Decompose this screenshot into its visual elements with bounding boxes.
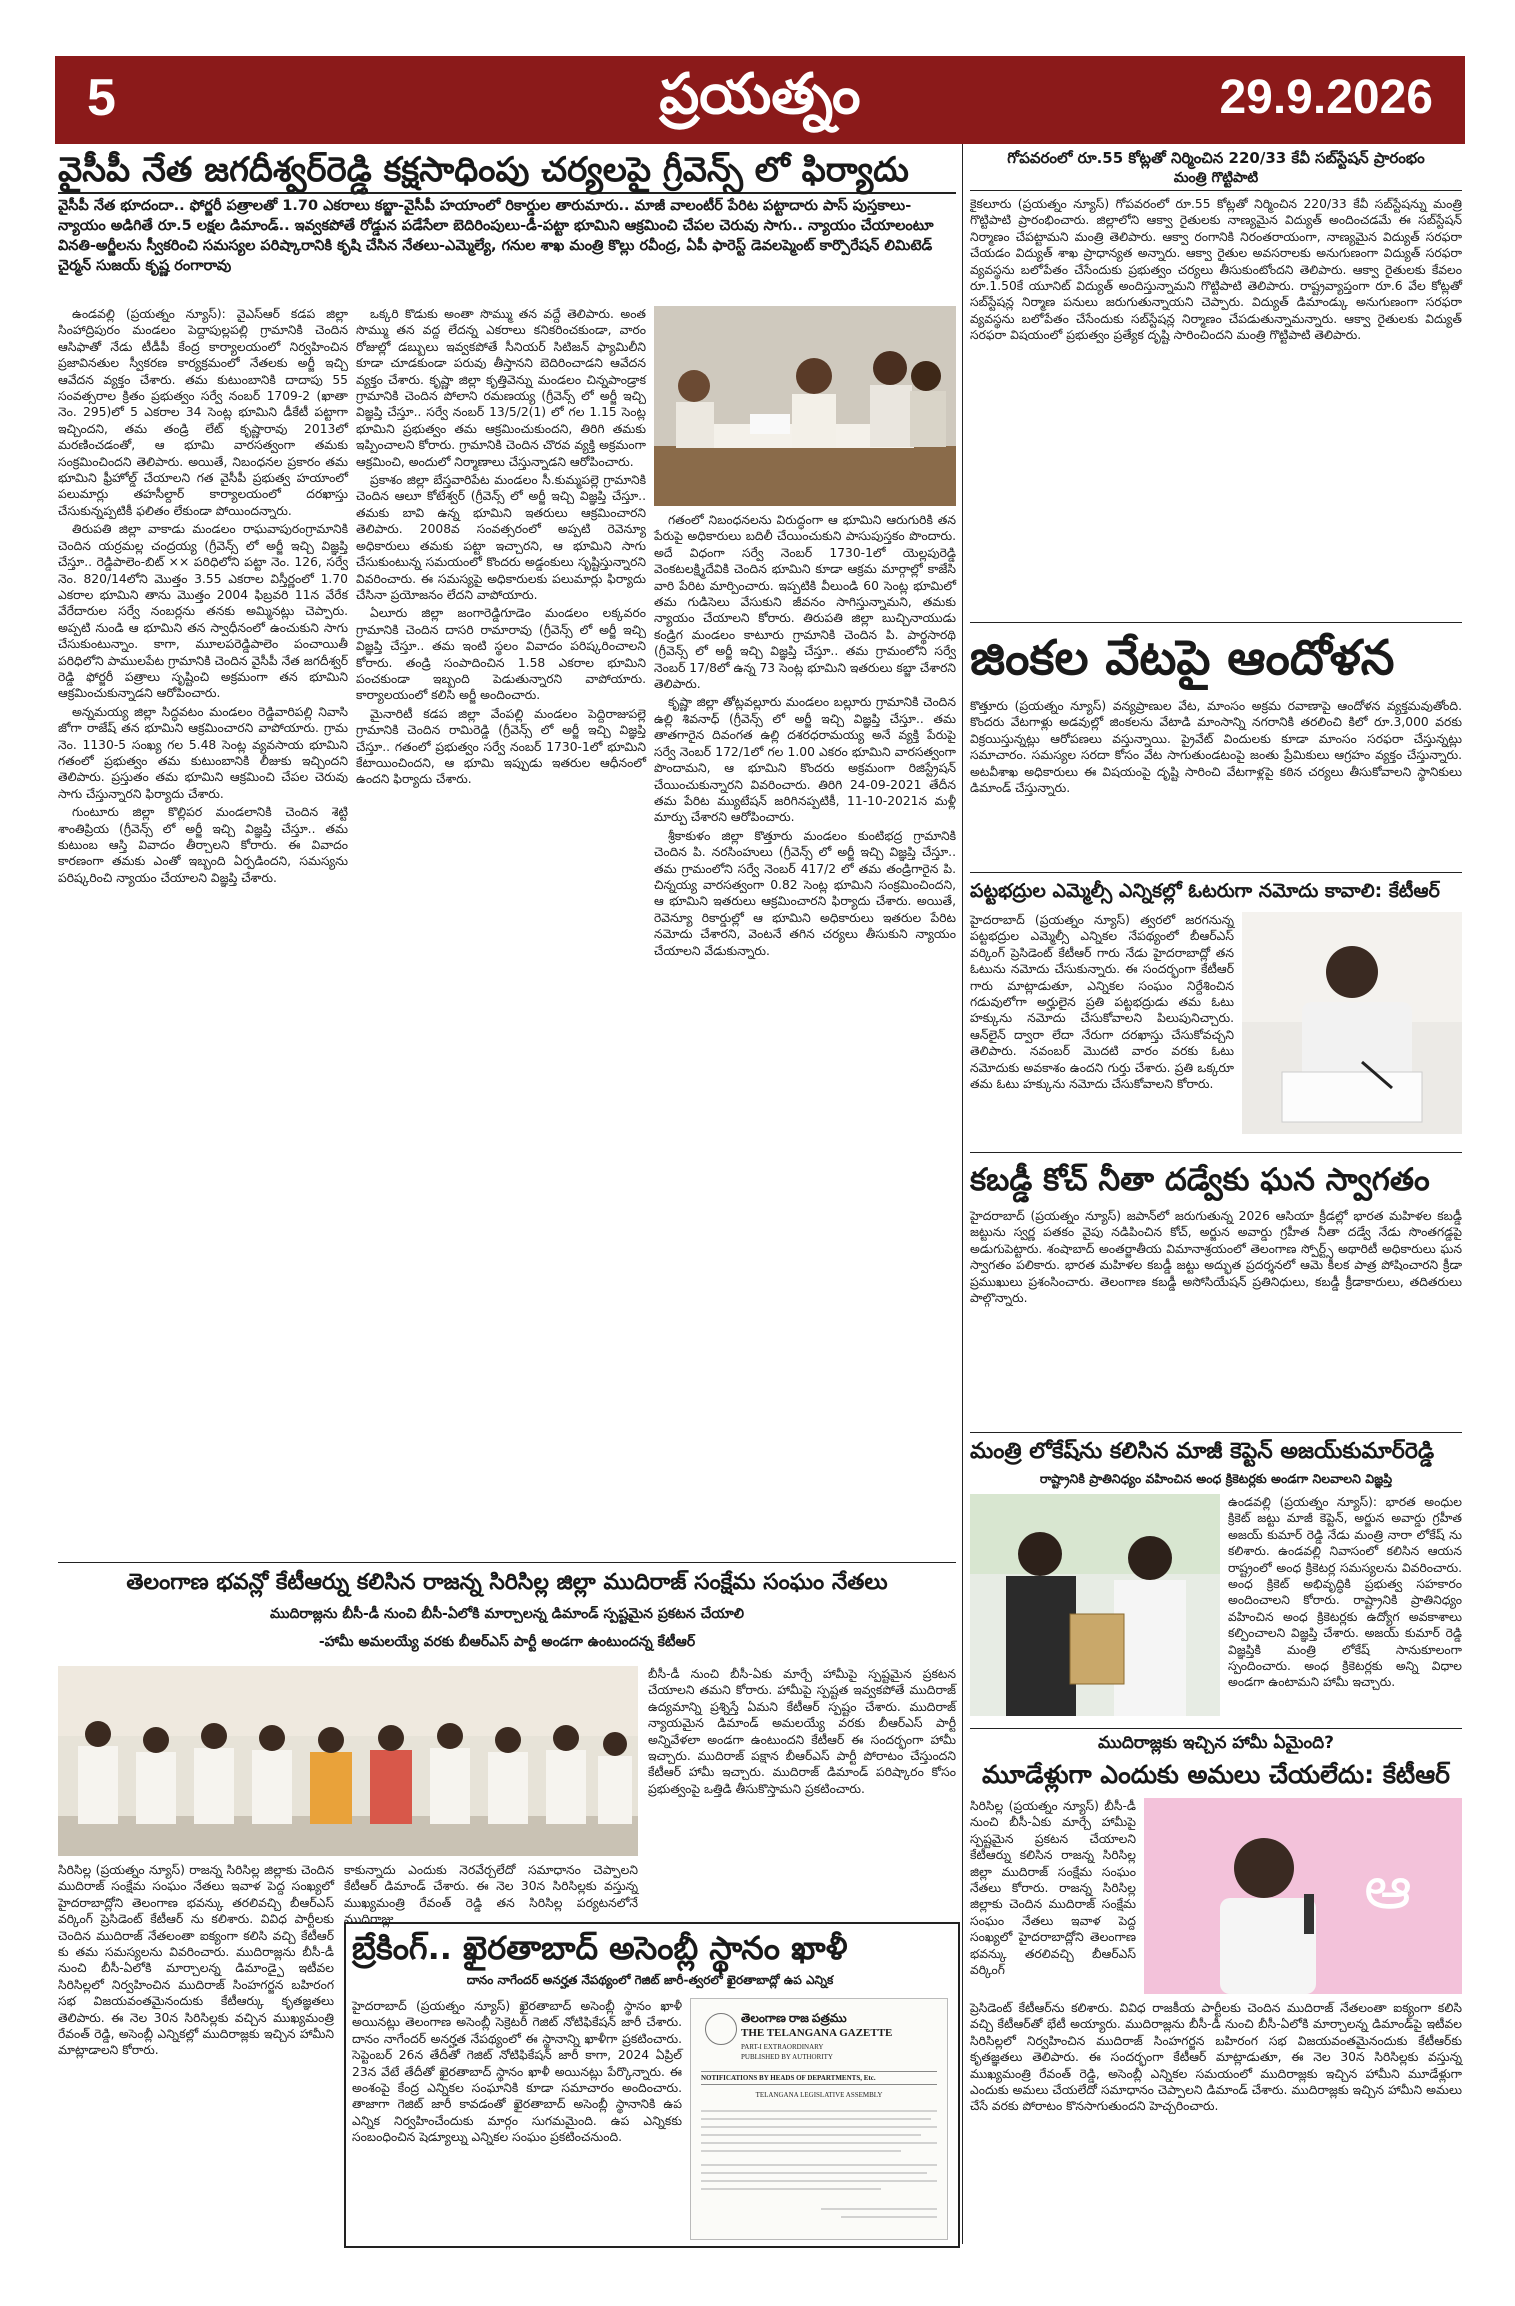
ktr-speaking-photo-icon <box>1144 1798 1462 1994</box>
story8-body: ఉండవల్లి (ప్రయత్నం న్యూస్): భారత అంధుల క్రికెట్ జట్టు మాజీ కెప్టెన్, అర్జున అవార్డు గ్రహీత అజయ్ కుమార్ రెడ్డి నేడు మంత్రి నారా లోకేష్ ను కలిశారు. ఉండవల్లి నివాసంలో కలిసిన ఆయన రాష్ట్రంలో అంధ క్రికెటర్ల సమస్యలను వివరించారు. అంధ క్రికెట్ అభివృద్ధికి ప్రభుత్వ సహకారం అందించాలని కోరారు. రాష్ట్రానికి ప్రాతినిధ్యం వహించిన అంధ క్రికెటర్లకు ఉద్యోగ అవకాశాలు కల్పించాలని విజ్ఞప్తి చేశారు. అజయ్ కుమార్ రెడ్డి విజ్ఞప్తికి మంత్రి లోకేష్ సానుకూలంగా స్పందించారు. అంధ క్రికెటర్లకు అన్ని విధాల అండగా ఉంటామని హామీ ఇచ్చారు. <box>1228 1495 1462 1690</box>
ktr-signing-photo-icon <box>1242 912 1462 1134</box>
story2-col1: సిరిసిల్ల (ప్రయత్నం న్యూస్) రాజన్న సిరిసిల్ల జిల్లాకు చెందిన ముదిరాజ్ సంక్షేమ సంఘం నేతలు ఇవాళ పెద్ద సంఖ్యలో హైదరాబాద్లోని తెలంగాణ భవన్కు తరలివచ్చి బీఆర్ఎస్ వర్కింగ్ ప్రెసిడెంట్ కేటీఆర్ ను కలిశారు. వివిధ పార్టీలకు చెందిన ముదిరాజ్ నేతలంతా ఐక్యంగా కలిసి వచ్చి కేటీఆర్ కు తమ సమస్యలను వివరించారు. ముదిరాజ్లను బీసీ-డీ నుంచి బీసీ-ఏలోకి మార్చాలన్న డిమాండ్పై ఇటీవల సిరిసిల్లలో నిర్వహించిన ముదిరాజ్ సింహగర్జన బహిరంగ సభ విజయవంతమైనందుకు కేటీఆర్కు కృతజ్ఞతలు తెలిపారు. ఈ నెల 30న సిరిసిల్లకు వచ్చిన ముఖ్యమంత్రి రేవంత్ రెడ్డి, అసెంబ్లీ ఎన్నికల్లో ముదిరాజ్లకు ఇచ్చిన హామీని మాట్లాడాలని కోరారు. <box>58 1863 334 2058</box>
paper-name: ప్రయత్నం <box>659 62 861 127</box>
story2-sub1: ముదిరాజ్లను బీసీ-డీ నుంచి బీసీ-ఏలోకి మార్చాలన్న డిమాండ్ స్పష్టమైన ప్రకటన చేయాలి <box>269 1606 745 1622</box>
story1-rule <box>58 192 956 194</box>
story2-top-rule <box>58 1562 956 1563</box>
story7-headline: కబడ్డీ కోచ్ నీతా దడ్వేకు ఘన స్వాగతం <box>970 1162 1430 1198</box>
story1-col3-p2: కృష్ణా జిల్లా తోట్లవల్లూరు మండలం బల్లూరు గ్రామానికి చెందిన ఉల్లి శివనాధ్ (గ్రీవెన్స్ లో అర్జీ ఇచ్చి విజ్ఞప్తి చేస్తూ.. తమ తాతగారైన దివంగత ఉల్లి దశరధరామయ్య అనే వ్యక్తి పేరుపై సర్వే నెంబర్ 172/1లో గల 1.00 ఎకరం భూమిని వారసత్వంగా పొందామని, ఆ భూమిని కొందరు అక్రమంగా రిజిస్ట్రేషన్ చేయించుకున్నారని వివరించారు. తిరిగి 24-09-2021 తేదీన తమ పేరిట మ్యుటేషన్ జరిగినప్పటికీ, 11-10-2021న మళ్లీ మార్పు చేశారని ఆరోపించారు. <box>654 695 956 825</box>
story6-top-rule <box>970 872 1462 873</box>
story1-col1-p1: ఉండవల్లి (ప్రయత్నం న్యూస్): వైఎస్ఆర్ కడప జిల్లా సింహాద్రిపురం మండలం పెద్దాపుల్లపల్లి గ్రామానికి చెందిన ఆసిఫాతో నేడు టీడీపీ కేంద్ర కార్యాలయంలో నిర్వహించిన ప్రజావినతుల స్వీకరణ కార్యక్రమంలో నేతలకు అర్జీ ఇచ్చి ఆవేదన వ్యక్తం చేశారు. తమ కుటుంబానికి దాదాపు 55 సంవత్సరాల క్రితం ప్రభుత్వం సర్వే నంబర్ 1709-2 (ఖాతా నెం. 295)లో 5 ఎకరాల 34 సెంట్ల భూమిని డీకేటీ పట్టాగా ఇచ్చిందని, తమ తండ్రి లేట్ కృష్ణారావు 2013లో మరణించడంతో, ఆ భూమి వారసత్వంగా తమకు సంక్రమించిందని తెలిపారు. అయితే, నిబంధనల ప్రకారం తమ భూమిని ఫ్రీహోల్డ్ చేయాలని గత వైసీపీ ప్రభుత్వ హయాంలో పలుమార్లు తహసీల్దార్ కార్యాలయంలో దరఖాస్తు చేసుకున్నప్పటికీ ఫలితం లేకుండా పోయిందన్నారు. <box>58 307 348 518</box>
story6-photo-ktr-signing <box>1242 912 1462 1134</box>
story1-col1 <box>58 306 348 1556</box>
page-number: 5 <box>87 69 116 127</box>
gazette-image <box>690 1998 948 2240</box>
story8-top-rule <box>970 1432 1462 1433</box>
gazette-line2: PUBLISHED BY AUTHORITY <box>741 2053 833 2061</box>
story1-col2-p4: మైనారిటీ కడప జిల్లా వేంపల్లి మండలం పెద్దిరాజుపల్లె గ్రామానికి చెందిన రామిరెడ్డి (గ్రీవెన్స్ లో అర్జీ ఇచ్చి విజ్ఞప్తి చేస్తూ.. గతంలో ప్రభుత్వం సర్వే నంబర్ 1730-1లో భూమిని కేటాయించిందని, ఆ భూమి ఇప్పుడు ఇతరుల ఆధీనంలో ఉందని ఫిర్యాదు చేశారు. <box>356 706 646 787</box>
story6-body-left: హైదరాబాద్ (ప్రయత్నం న్యూస్) త్వరలో జరగనున్న పట్టభద్రుల ఎమ్మెల్సీ ఎన్నికల నేపథ్యంలో బీఆర్ఎస్ వర్కింగ్ ప్రెసిడెంట్ కేటీఆర్ గారు నేడు హైదరాబాద్లో తన ఓటును నమోదు చేసుకున్నారు. ఈ సందర్భంగా కేటీఆర్ గారు మాట్లాడుతూ, ఎన్నికల సంఘం నిర్దేశించిన గడువులోగా అర్హులైన ప్రతి పట్టభద్రుడు తమ ఓటు హక్కును నమోదు చేసుకోవాలని పిలుపునిచ్చారు. ఆన్‌లైన్ ద్వారా లేదా నేరుగా దరఖాస్తు చేసుకోవచ్చని తెలిపారు. నవంబర్ మొదటి వారం వరకు ఓటు నమోదుకు అవకాశం ఉందని గుర్తు చేశారు. ప్రతి ఒక్కరూ తమ ఓటు హక్కును నమోదు చేసుకోవాలని కోరారు. <box>970 913 1234 1092</box>
story1-headline: వైసీపీ నేత జగదీశ్వర్‌రెడ్డి కక్షసాధింపు చర్యలపై గ్రీవెన్స్ లో ఫిర్యాదు <box>58 150 909 190</box>
svg-text:ఆ: ఆ <box>1364 1853 1412 1923</box>
column-divider-left <box>962 144 963 2244</box>
story1-col1-p2: తిరుపతి జిల్లా వాకాడు మండలం రాఘవాపురంగ్రామానికి చెందిన యర్రమల్ల చంద్రయ్య (గ్రీవెన్స్ లో అర్జీ ఇచ్చి విజ్ఞప్తి చేస్తూ.. రెడ్డిపాలెం-బిట్ ×× పరిధిలోని పట్టా నెం. 126, సర్వే నెం. 820/14లోని మొత్తం 3.55 ఎకరాల విస్తీర్ణంలో 1.70 ఎకరాల భూమిని తాను మొత్తం 2004 ఫిబ్రవరి 11న వేరేక వేరేదారుల సర్వే నంబర్లను తనకు అమ్మినట్లు చెప్పారు. అప్పటి నుండి ఆ భూమిని తన స్వాధీనంలో ఉంచుకుని సాగు చేసుకుంటున్నాం. కాగా, మూలపరెడ్డిపాలెం పంచాయితీ పరిధిలోని పాములపేట గ్రామానికి చెందిన వైసీపీ నేత జగదీశ్వర్ రెడ్డి ఫోర్జరీ పత్రాలు సృష్టించి అక్రమంగా తన భూమిని ఆక్రమించుకున్నాడని ఆరోపించారు. <box>58 522 348 701</box>
story2-col-right: బీసీ-డీ నుంచి బీసీ-ఏకు మార్చే హామీపై స్పష్టమైన ప్రకటన చేయాలని తమని కోరారు. హామీపై స్పష్టత ఇవ్వకపోతే ముదిరాజ్ ఉద్యమాన్ని ప్రశ్నిస్తే ఏమని కేటీఆర్ స్పష్టం చేశారు. ముదిరాజ్ న్యాయమైన డిమాండ్ అమలయ్యే వరకు బీఆర్ఎస్ పార్టీ అన్నివేళలా అండగా ఉంటుందని కేటీఆర్ ఈ సందర్భంగా హామీ ఇచ్చారు. ముదిరాజ్ పక్షాన బీఆర్ఎస్ పార్టీ పోరాటం చేస్తుందని కేటీఆర్ హామీ ఇచ్చారు. ముదిరాజ్ డిమాండ్ పరిష్కారం కోసం ప్రభుత్వంపై ఒత్తిడి తీసుకొస్తామని ప్రకటించారు. <box>648 1667 956 1796</box>
gazette-title: తెలంగాణ రాజ పత్రము <box>741 2011 847 2025</box>
story5-top-rule <box>970 622 1462 623</box>
story9-body: ప్రెసిడెంట్ కేటీఆర్‌ను కలిశారు. వివిధ రాజకీయ పార్టీలకు చెందిన ముదిరాజ్ నేతలంతా ఐక్యంగా కలిసి వచ్చి కేటీఆర్‌తో భేటీ అయ్యారు. ముదిరాజ్లను బీసీ-డీ నుంచి బీసీ-ఏలోకి మార్చాలన్న డిమాండ్‌పై ఇటీవల సిరిసిల్లలో నిర్వహించిన ముదిరాజ్ సింహగర్జన బహిరంగ సభ విజయవంతమైనందుకు కేటీఆర్‌కు కృతజ్ఞతలు తెలిపారు. ఈ సందర్భంగా కేటీఆర్ మాట్లాడుతూ, ఈ నెల 30న సిరిసిల్లకు వస్తున్న ముఖ్యమంత్రి రేవంత్ రెడ్డి, అసెంబ్లీ ఎన్నికల సమయంలో ముదిరాజ్లకు ఇచ్చిన హామీని మూడేళ్లుగా ఎందుకు అమలు చేయలేదో సమాధానం చెప్పాలని డిమాండ్ చేశారు. ముదిరాజ్లకు ఇచ్చిన హామీని అమలు చేసే వరకు పోరాటం కొనసాగుతుందని హెచ్చరించారు. <box>970 2001 1462 2114</box>
gazette-text-lines-icon <box>701 2105 937 2225</box>
story1-col3-p1: గతంలో నిబంధనలను విరుద్ధంగా ఆ భూమిని ఆరుగురికి తన పేరుపై అధికారులు బదిలీ చేయించుకుని పాసుపుస్తకం పొందారు. అదే విధంగా సర్వే నెంబర్ 1730-1లో యెల్లపురెడ్డి వెంకటలక్ష్మిదేవికి చెందిన భూమిని కూడా ఆక్రమ మార్గాల్లో కాజేసి వారి పేరిట మార్పించారు. ఇప్పటికి వీలుండి 60 సెంట్ల భూమిలో తమ గుడిసెలు వేసుకుని జీవనం సాగిస్తున్నామని, తమకు న్యాయం చేయాలని కోరారు. తిరుపతి జిల్లా బుచ్చినాయుడు కండ్రిగ మండలం కాటూరు గ్రామానికి చెందిన పి. పార్థసారథి (గ్రీవెన్స్ లో అర్జీ ఇచ్చి విజ్ఞప్తి చేస్తూ.. తమ గ్రామంలోని సర్వే నెంబర్ 17/8లో ఉన్న 73 సెంట్ల భూమిని ఇతరులు కబ్జా చేశారని తెలిపారు. <box>654 513 956 692</box>
story1-col3 <box>654 512 956 1556</box>
story7-top-rule <box>970 1152 1462 1153</box>
story5-headline: జింకల వేటపై ఆందోళన <box>970 630 1395 686</box>
gazette-line4: TELANGANA LEGISLATIVE ASSEMBLY <box>755 2091 883 2099</box>
story3-body: హైదరాబాద్ (ప్రయత్నం న్యూస్) ఖైరతాబాద్ అసెంబ్లీ స్థానం ఖాళీ అయినట్లు తెలంగాణ అసెంబ్లీ సెక్రెటరీ గెజిట్ నోటిఫికేషన్ జారీ చేశారు. దానం నాగేందర్ అనర్హత నేపథ్యంలో ఈ స్థానాన్ని ఖాళీగా ప్రకటించారు. సెప్టెంబర్ 26న తేదీతో గెజిట్ నోటిఫికేషన్ జారీ కాగా, 2024 ఏప్రిల్ 23న వేటే తేదీతో ఖైరతాబాద్ స్థానం ఖాళీ అయినట్లు పేర్కొన్నారు. ఈ అంశంపై కేంద్ర ఎన్నికల సంఘానికి కూడా సమాచారం అందించారు. తాజాగా గెజిట్ జారీ కావడంతో ఖైరతాబాద్ అసెంబ్లీ స్థానానికి ఉప ఎన్నిక నిర్వహించేందుకు మార్గం సుగమమైంది. ఉప ఎన్నికకు సంబంధించిన షెడ్యూల్ను ఎన్నికల సంఘం ప్రకటించనుంది. <box>352 1999 682 2145</box>
story5-body: కొత్తూరు (ప్రయత్నం న్యూస్) వన్యప్రాణుల వేట, మాంసం అక్రమ రవాణాపై ఆందోళన వ్యక్తమవుతోంది. కొందరు వేటగాళ్లు అడవుల్లో జింకలను వేటాడి మాంసాన్ని నగరానికి తరలించి కిలో రూ.3,000 వరకు విక్రయిస్తున్నట్లు ఆరోపణలు వస్తున్నాయి. ప్రైవేట్ విందులకు కూడా మాంసం సరఫరా చేస్తున్నట్లు సమాచారం. సమస్యల సరదా కోసం వేట సాగుతుండటంపై జంతు ప్రేమికులు ఆగ్రహం వ్యక్తం చేస్తున్నారు. అటవీశాఖ అధికారులు ఈ విషయంపై దృష్టి సారించి వేటగాళ్లపై కఠిన చర్యలు తీసుకోవాలని స్థానికులు డిమాండ్ చేస్తున్నారు. <box>970 699 1462 796</box>
story1-col2-p3: ఏలూరు జిల్లా జంగారెడ్డిగూడెం మండలం లక్కవరం గ్రామానికి చెందిన దాసరి రామారావు (గ్రీవెన్స్ లో అర్జీ ఇచ్చి విజ్ఞప్తి చేస్తూ.. తమ ఇంటి స్థలం వివాదం పరిష్కరించాలని కోరారు. తండ్రి సంపాదించిన 1.58 ఎకరాల భూమిని పంచకుండా ఇబ్బంది పెడుతున్నారని వాపోయారు. కార్యాలయంలో కలిసి అర్జీ అందించారు. <box>356 606 646 703</box>
story9-headline: మూడేళ్లుగా ఎందుకు అమలు చేయలేదు: కేటీఆర్ <box>982 1760 1450 1789</box>
masthead <box>55 56 1465 144</box>
gazette-line1: PART-I EXTRAORDINARY <box>741 2043 824 2051</box>
story4-headline: గోపవరంలో రూ.55 కోట్లతో నిర్మించిన 220/33 కేవీ సబ్‌స్టేషన్ ప్రారంభం <box>1007 149 1425 167</box>
story2-headline: తెలంగాణ భవన్లో కేటీఆర్ను కలిసిన రాజన్న సిరిసిల్ల జిల్లా ముదిరాజ్ సంక్షేమ సంఘం నేతలు <box>126 1570 888 1595</box>
story9-photo-ktr-speaking <box>1144 1798 1462 1994</box>
story8-headline: మంత్రి లోకేష్‌ను కలిసిన మాజీ కెప్టెన్ అజయ్‌కుమార్‌రెడ్డి <box>970 1439 1435 1464</box>
story2-photo-ktr-meeting <box>58 1666 638 1856</box>
story1-deck: వైసీపీ నేత భూదందా.. ఫోర్జరీ పత్రాలతో 1.70 ఎకరాలు కబ్జా-వైసీపీ హయాంలో రికార్డుల తారుమారు.. మాజీ వాలంటీర్ పేరిట పట్టాదారు పాస్ పుస్తకాలు-న్యాయం అడిగితే రూ.5 లక్షల డిమాండ్.. ఇవ్వకపోతే రోడ్డున పడేసేలా బెదిరింపులు-డీ-పట్టా భూమిని ఆక్రమించి చేపల చెరువు సాగు.. న్యాయం చేయాలంటూ వినతి-అర్జీలను స్వీకరించి సమస్యల పరిష్కారానికి కృషి చేసిన నేతలు-ఎమ్మెల్యే, గనుల శాఖ మంత్రి కొల్లు రవీంద్ర, ఏపీ ఫారెస్ట్ డెవలప్మెంట్ కార్పొరేషన్ లిమిటెడ్ చైర్మన్ సుజయ్ కృష్ణ రంగారావు <box>58 198 934 274</box>
story1-col2-p1: ఒక్కరి కొడుకు అంతా సొమ్ము తన వద్దే తెలిపారు. అంత సొమ్ము తన వద్ద లేదన్న ఎకరాలు కనికరించకుండా, వారం రోజుల్లో డబ్బులు ఇవ్వకపోతే సీనియర్ సిటిజన్ ఫ్యామిలీని కూడా చూడకుండా పరువు తీస్తానని బెదిరించాడని ఆవేదన వ్యక్తం చేశారు. కృష్ణా జిల్లా కృత్తివెన్ను మండలం చిన్నపాండ్రాక గ్రామానికి చెందిన పోలాని రమణయ్య (గ్రీవెన్స్ లో అర్జీ ఇచ్చి విజ్ఞప్తి చేస్తూ.. సర్వే నంబర్ 13/5/2(1) లో గల 1.15 సెంట్ల భూమిని ప్రభుత్వం తమ ఆక్రమించుకుందని, తిరిగి తమకు ఇప్పించాలని కోరారు. గ్రామానికి చెందిన చొరవ వ్యక్తి అక్రమంగా ఆక్రమించి, అందులో నిర్మాణాలు చేస్తున్నాడని ఆరోపించారు. <box>356 307 646 469</box>
story8-photo-lokesh-meeting <box>970 1494 1220 1716</box>
story3-headline: బ్రేకింగ్.. ఖైరతాబాద్ అసెంబ్లీ స్థానం ఖాళీ <box>352 1929 848 1967</box>
gazette-emblem-icon <box>705 2013 737 2045</box>
story7-body: హైదరాబాద్ (ప్రయత్నం న్యూస్) జపాన్‌లో జరుగుతున్న 2026 ఆసియా క్రీడల్లో భారత మహిళల కబడ్డీ జట్టును స్వర్ణ పతకం వైపు నడిపించిన కోచ్, అర్జున అవార్డు గ్రహీత నీతా దడ్వే నేడు సొంతగడ్డపై అడుగుపెట్టారు. శంషాబాద్ అంతర్జాతీయ విమానాశ్రయంలో తెలంగాణ స్పోర్ట్స్ అథారిటీ అధికారులు ఘన స్వాగతం పలికారు. భారత మహిళల కబడ్డీ జట్టు అద్భుత ప్రదర్శనలో ఆమె కీలక పాత్ర పోషించారని క్రీడా ప్రముఖులు ప్రశంసించారు. తెలంగాణ కబడ్డీ అసోసియేషన్ ప్రతినిధులు, కబడ్డీ క్రీడాకారులు, తదితరులు పాల్గొన్నారు. <box>970 1209 1462 1306</box>
story1-col2 <box>356 306 646 1556</box>
story9-col: సిరిసిల్ల (ప్రయత్నం న్యూస్) బీసీ-డీ నుంచి బీసీ-ఏకు మార్చే హామీపై స్పష్టమైన ప్రకటన చేయాలని కేటీఆర్ను కలిసిన రాజన్న సిరిసిల్ల జిల్లా ముదిరాజ్ సంక్షేమ సంఘం నేతలు కోరారు. రాజన్న సిరిసిల్ల జిల్లాకు చెందిన ముదిరాజ్ సంక్షేమ సంఘం నేతలు ఇవాళ పెద్ద సంఖ్యలో హైదరాబాద్లోని తెలంగాణ భవన్కు తరలివచ్చి బీఆర్ఎస్ వర్కింగ్ <box>970 1799 1136 1978</box>
story1-col1-p3: అన్నమయ్య జిల్లా సిద్ధవటం మండలం రెడ్డివారిపల్లి నివాసి జోగా రాజేష్ తన భూమిని ఆక్రమించారని వాపోయారు. గ్రామ నెం. 1130-5 సంఖ్య గల 5.48 సెంట్ల వ్యవసాయ భూమిని గతంలో ప్రభుత్వం తమ కుటుంబానికి లీజుకు ఇచ్చిందని తెలిపారు. ప్రస్తుతం తమ భూమిని ఆక్రమించి చేపల చెరువు సాగు చేస్తున్నారని ఫిర్యాదు చేశారు. <box>58 704 348 801</box>
gazette-title-en: THE TELANGANA GAZETTE <box>741 2027 893 2039</box>
lokesh-meeting-photo-icon <box>970 1494 1220 1716</box>
story1-col1-p4: గుంటూరు జిల్లా కొల్లిపర మండలానికి చెందిన శెట్టి శాంతిప్రియ (గ్రీవెన్స్ లో అర్జీ ఇచ్చి విజ్ఞప్తి చేస్తూ.. తమ కుటుంబ ఆస్తి వివాదం తీర్చాలని కోరారు. ఈ వివాదం కారణంగా తమకు ఎంతో ఇబ్బంది ఏర్పడిందని, సమస్యను పరిష్కరించి న్యాయం చేయాలని విజ్ఞప్తి చేశారు. <box>58 805 348 885</box>
story2-col2: కాకున్నాదు ఎందుకు నెరవేర్చలేదో సమాధానం చెప్పాలని కేటీఆర్ డిమాండ్ చేశారు. ఈ నెల 30న సిరిసిల్లకు వస్తున్న ముఖ్యమంత్రి రేవంత్ రెడ్డి తన సిరిసిల్ల పర్యటనలోనే ముదిరాజ్లు <box>344 1863 638 1927</box>
story1-col3-p3: శ్రీకాకుళం జిల్లా కొత్తూరు మండలం కుంటిభద్ర గ్రామానికి చెందిన పి. నరసింహులు (గ్రీవెన్స్ లో అర్జీ ఇచ్చి విజ్ఞప్తి చేస్తూ.. తమ గ్రామంలోని సర్వే నెంబర్ 417/2 లో తమ తండ్రిగారైన పి. చిన్నయ్య వారసత్వంగా 0.82 సెంట్ల భూమిని సంక్రమించిందని, ఆ భూమిని ఇతరులు ఆక్రమించారని ఫిర్యాదు చేశారు. అయితే, రెవెన్యూ రికార్డుల్లో ఆ భూమిని అధికారులు ఇతరుల పేరిట నమోదు చేశారని, వెంటనే తగిన చర్యలు తీసుకుని న్యాయం చేయాలని వేడుకున్నారు. <box>654 828 956 958</box>
story4-byline: మంత్రి గొట్టిపాటి <box>1173 170 1259 186</box>
issue-date: 29.9.2026 <box>1219 71 1433 124</box>
story1-photo-grievance-meeting <box>654 306 956 506</box>
story9-kicker: ముదిరాజ్లకు ఇచ్చిన హామీ ఏమైంది? <box>1098 1733 1334 1753</box>
gazette-line3: NOTIFICATIONS BY HEADS OF DEPARTMENTS, Etc. <box>701 2071 937 2085</box>
story1-col2-p2: ప్రకాశం జిల్లా బేస్తవారిపేట మండలం సీ.కుమ్మపల్లె గ్రామానికి చెందిన ఆలూ కోటేశ్వర్ (గ్రీవెన్స్ లో అర్జీ ఇచ్చి విజ్ఞప్తి చేస్తూ.. తమకు బావి ఉన్న భూమిని ఇతరులు ఆక్రమించారని తెలిపారు. 2008వ సంవత్సరంలో అప్పటి రెవెన్యూ అధికారులు తమకు పట్టా ఇచ్చారని, ఆ భూమిని సాగు చేసుకుంటున్న సమయంలో కొందరు అడ్డంకులు సృష్టిస్తున్నారని వివరించారు. ఈ సమస్యపై అధికారులకు పలుమార్లు ఫిర్యాదు చేసినా ప్రయోజనం లేదని వాపోయారు. <box>356 473 646 602</box>
story3-deck: దానం నాగేందర్ అనర్హత నేపథ్యంలో గెజిట్ జారీ-త్వరలో ఖైరతాబాద్లో ఉప ఎన్నిక <box>466 1973 834 1987</box>
story4-body: కైకలూరు (ప్రయత్నం న్యూస్) గోపవరంలో రూ.55 కోట్లతో నిర్మించిన 220/33 కేవీ సబ్‌స్టేషన్ను మంత్రి గొట్టిపాటి ప్రారంభించారు. జిల్లాలోని ఆక్వా రైతులకు నాణ్యమైన విద్యుత్ అందించడమే ఈ సబ్‌స్టేషన్ నిర్మాణం చేపట్టామని మంత్రి తెలిపారు. ఆక్వా రంగానికి నిరంతరాయంగా, నాణ్యమైన విద్యుత్ సరఫరా చేయడం విద్యుత్ శాఖ ప్రాధాన్యత అన్నారు. ఆక్వా రైతుల అవసరాలకు అనుగుణంగా విద్యుత్ సరఫరా వ్యవస్థను బలోపేతం చేసేందుకు ప్రభుత్వం చర్యలు తీసుకుంటోందని తెలిపారు. ఆక్వా రైతులకు కేవలం రూ.1.50కే యూనిట్ విద్యుత్ అందిస్తున్నామని గొట్టిపాటి తెలిపారు. రాష్ట్రవ్యాప్తంగా రూ.6 వేల కోట్లతో సబ్‌స్టేషన్ల నిర్మాణ పనులు జరుగుతున్నాయని చెప్పారు. విద్యుత్ డిమాండ్కు అనుగుణంగా సరఫరా వ్యవస్థను బలోపేతం చేసేందుకు సబ్‌స్టేషన్ల నిర్మాణం చేపడుతున్నామన్నారు. ఆక్వా రైతులకు విద్యుత్ సరఫరా విషయంలో ప్రభుత్వం ప్రత్యేక దృష్టి సారించిందని మంత్రి గొట్టిపాటి తెలిపారు. <box>970 197 1462 343</box>
story2-sub2: -హామీ అమలయ్యే వరకు బీఆర్ఎస్ పార్టీ అండగా ఉంటుందన్న కేటీఆర్ <box>318 1634 696 1650</box>
story8-deck: రాష్ట్రానికి ప్రాతినిధ్యం వహించిన అంధ క్రికెటర్లకు అండగా నిలవాలని విజ్ఞప్తి <box>1039 1471 1393 1486</box>
story6-headline: పట్టభద్రుల ఎమ్మెల్సీ ఎన్నికల్లో ఓటరుగా నమోదు కావాలి: కేటీఆర్ <box>970 880 1440 902</box>
group-photo-icon <box>58 1666 638 1856</box>
story9-top-rule <box>970 1728 1462 1729</box>
grievance-meeting-photo-icon <box>654 306 956 506</box>
